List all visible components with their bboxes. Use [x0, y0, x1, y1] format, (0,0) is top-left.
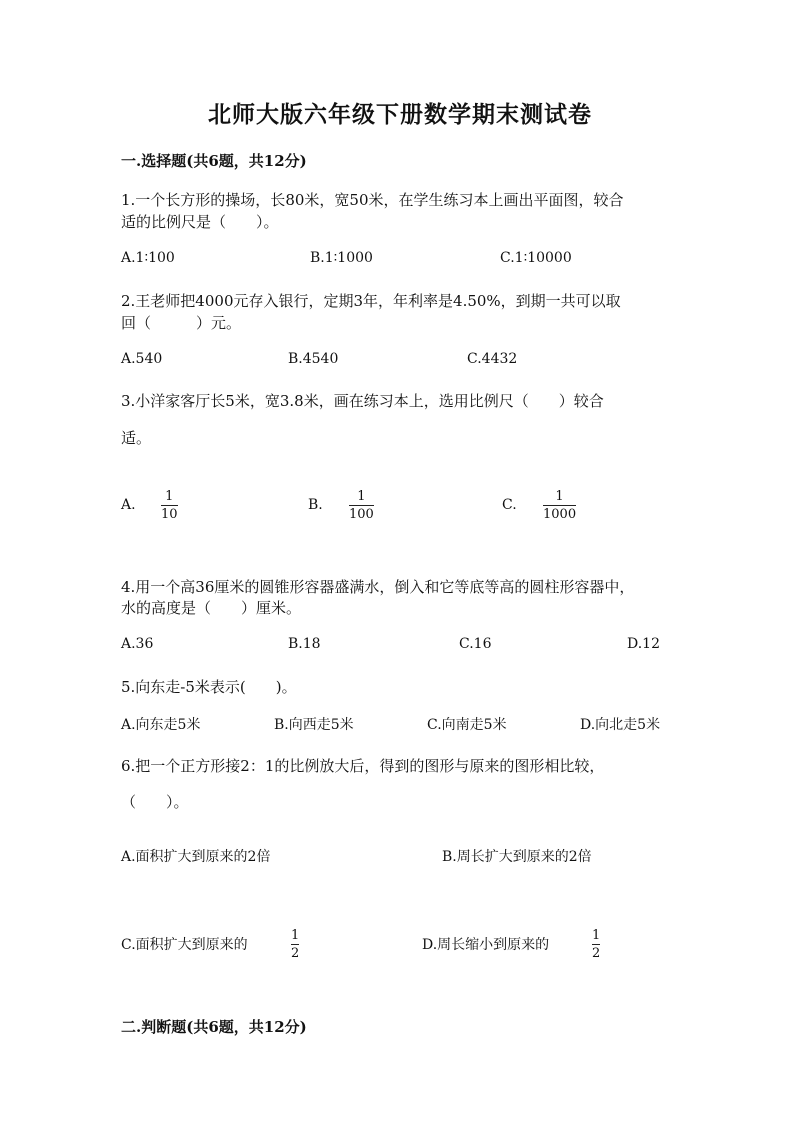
question-3-option-a-fraction: [161, 489, 178, 522]
fraction-denominator: 10: [161, 507, 178, 522]
question-3-option-c-label: C.: [502, 497, 517, 513]
section-heading-choice: 一.选择题(共6题，共12分): [121, 152, 307, 170]
question-6-option-b: B.周长扩大到原来的2倍: [442, 849, 592, 865]
question-5-option-a: A.向东走5米: [121, 717, 201, 733]
question-3-option-a-label: A.: [121, 497, 136, 513]
fraction-denominator: 2: [291, 946, 300, 961]
question-6-option-c-fraction: [291, 928, 299, 961]
fraction-bar: [291, 944, 299, 945]
fraction-bar: [592, 944, 600, 945]
question-5-line-1: 5.向东走-5米表示( )。: [121, 678, 297, 696]
question-6-line-1: 6.把一个正方形接2：1的比例放大后，得到的图形与原来的图形相比较，: [121, 757, 605, 775]
question-6-option-a: A.面积扩大到原来的2倍: [121, 849, 271, 865]
question-4-option-b: B.18: [288, 636, 321, 652]
question-5-option-b: B.向西走5米: [274, 717, 354, 733]
question-3-option-c-fraction: [543, 489, 576, 522]
question-2-option-b: B.4540: [288, 351, 339, 367]
question-4-option-d: D.12: [627, 636, 660, 652]
question-1-option-b: B.1∶1000: [310, 250, 373, 266]
fraction-denominator: 2: [592, 946, 601, 961]
fraction-denominator: 100: [349, 507, 374, 522]
fraction-numerator: 1: [291, 928, 300, 943]
section-heading-judgement: 二.判断题(共6题，共12分): [121, 1018, 307, 1036]
question-4-line-2: 水的高度是（ ）厘米。: [121, 599, 302, 617]
question-3-line-1: 3.小洋家客厅长5米，宽3.8米，画在练习本上，选用比例尺（ ）较合: [121, 392, 604, 410]
fraction-bar: [543, 505, 576, 506]
fraction-numerator: 1: [165, 489, 174, 504]
fraction-numerator: 1: [592, 928, 601, 943]
question-6-option-c-label: C.面积扩大到原来的: [121, 937, 248, 953]
fraction-numerator: 1: [555, 489, 564, 504]
question-2-line-2: 回（ ）元。: [121, 314, 242, 332]
page-title: 北师大版六年级下册数学期末测试卷: [208, 101, 592, 128]
question-2-option-c: C.4432: [467, 351, 518, 367]
question-4-line-1: 4.用一个高36厘米的圆锥形容器盛满水，倒入和它等底等高的圆柱形容器中，: [121, 578, 635, 596]
question-2-option-a: A.540: [121, 351, 163, 367]
question-4-option-c: C.16: [459, 636, 492, 652]
fraction-numerator: 1: [357, 489, 366, 504]
question-5-option-d: D.向北走5米: [580, 717, 661, 733]
fraction-bar: [161, 505, 178, 506]
question-3-line-2: 适。: [121, 429, 152, 447]
question-6-line-2: （ ）。: [121, 793, 189, 811]
question-6-option-d-fraction: [592, 928, 600, 961]
question-1-line-2: 适的比例尺是（ ）。: [121, 213, 279, 231]
fraction-denominator: 1000: [543, 507, 577, 522]
question-2-line-1: 2.王老师把4000元存入银行，定期3年，年利率是4.50%，到期一共可以取: [121, 292, 621, 310]
question-4-option-a: A.36: [121, 636, 154, 652]
question-1-option-c: C.1∶10000: [500, 250, 572, 266]
question-1-option-a: A.1∶100: [121, 250, 175, 266]
question-3-option-b-fraction: [349, 489, 374, 522]
fraction-bar: [349, 505, 374, 506]
question-1-line-1: 1.一个长方形的操场，长80米，宽50米，在学生练习本上画出平面图，较合: [121, 191, 624, 209]
question-5-option-c: C.向南走5米: [427, 717, 507, 733]
question-3-option-b-label: B.: [308, 497, 323, 513]
question-6-option-d-label: D.周长缩小到原来的: [422, 937, 550, 953]
